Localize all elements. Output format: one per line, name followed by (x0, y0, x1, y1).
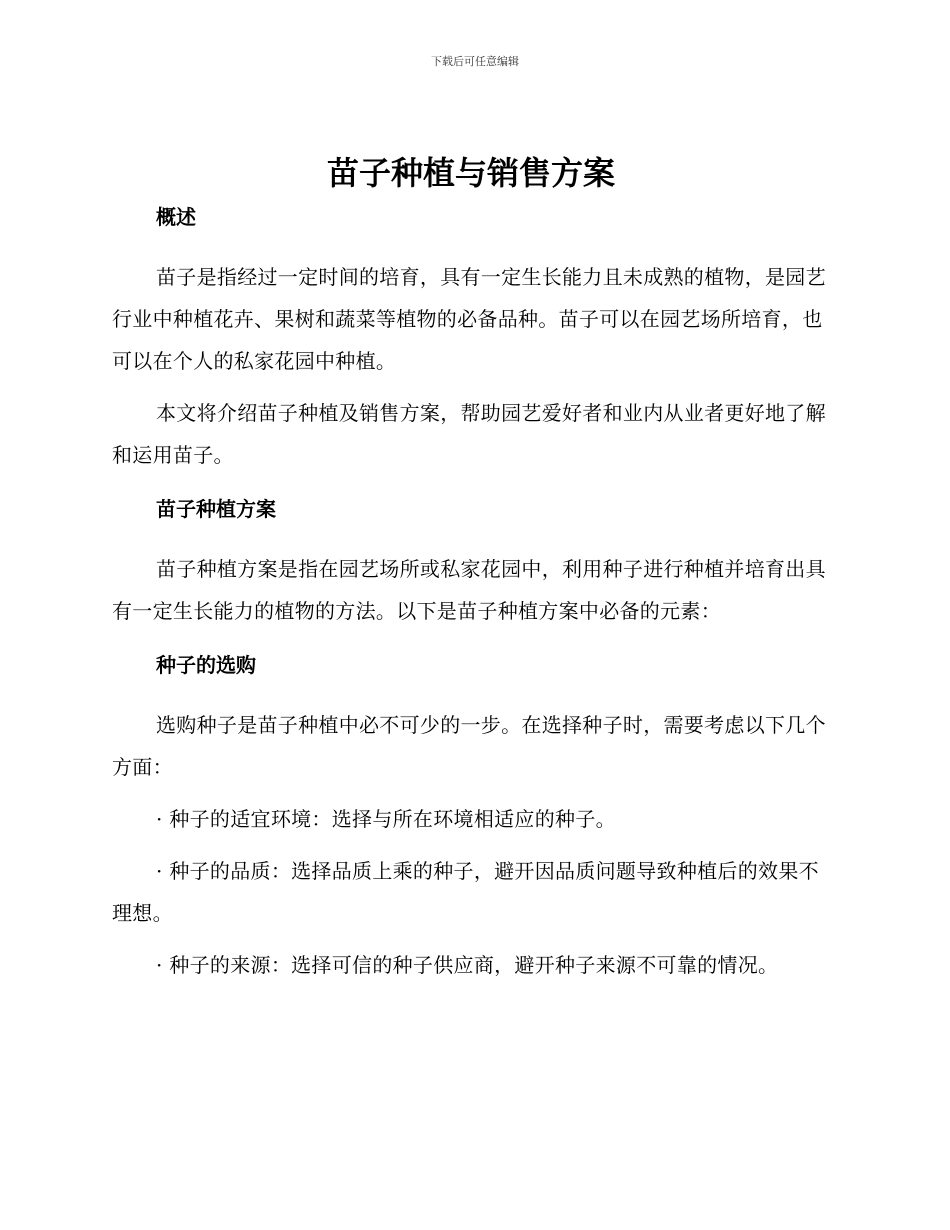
planting-paragraph-1: 苗子种植方案是指在园艺场所或私家花园中，利用种子进行种植并培育出具有一定生长能力的植物的方法。以下是苗子种植方案中必备的元素： (112, 557, 826, 623)
seed-selection-paragraph-1: 选购种子是苗子种植中必不可少的一步。在选择种子时，需要考虑以下几个方面： (112, 713, 826, 779)
bullet-item-quality: · 种子的品质：选择品质上乘的种子，避开因品质问题导致种植后的效果不理想。 (112, 859, 819, 925)
section-heading-seed-selection: 种子的选购 (156, 653, 256, 677)
section-heading-overview: 概述 (156, 205, 196, 229)
section-heading-planting: 苗子种植方案 (156, 497, 276, 521)
page-header: 下载后可任意编辑 (431, 55, 519, 68)
overview-paragraph-1: 苗子是指经过一定时间的培育，具有一定生长能力且未成熟的植物，是园艺行业中种植花卉、果树和蔬菜等植物的必备品种。苗子可以在园艺场所培育，也可以在个人的私家花园中种植。 (112, 265, 826, 373)
document-title: 苗子种植与销售方案 (326, 154, 615, 192)
bullet-item-environment: · 种子的适宜环境：选择与所在环境相适应的种子。 (156, 807, 616, 831)
document-body (112, 150, 830, 986)
bullet-item-source: · 种子的来源：选择可信的种子供应商，避开种子来源不可靠的情况。 (156, 953, 779, 977)
overview-paragraph-2: 本文将介绍苗子种植及销售方案，帮助园艺爱好者和业内从业者更好地了解和运用苗子。 (112, 401, 826, 467)
